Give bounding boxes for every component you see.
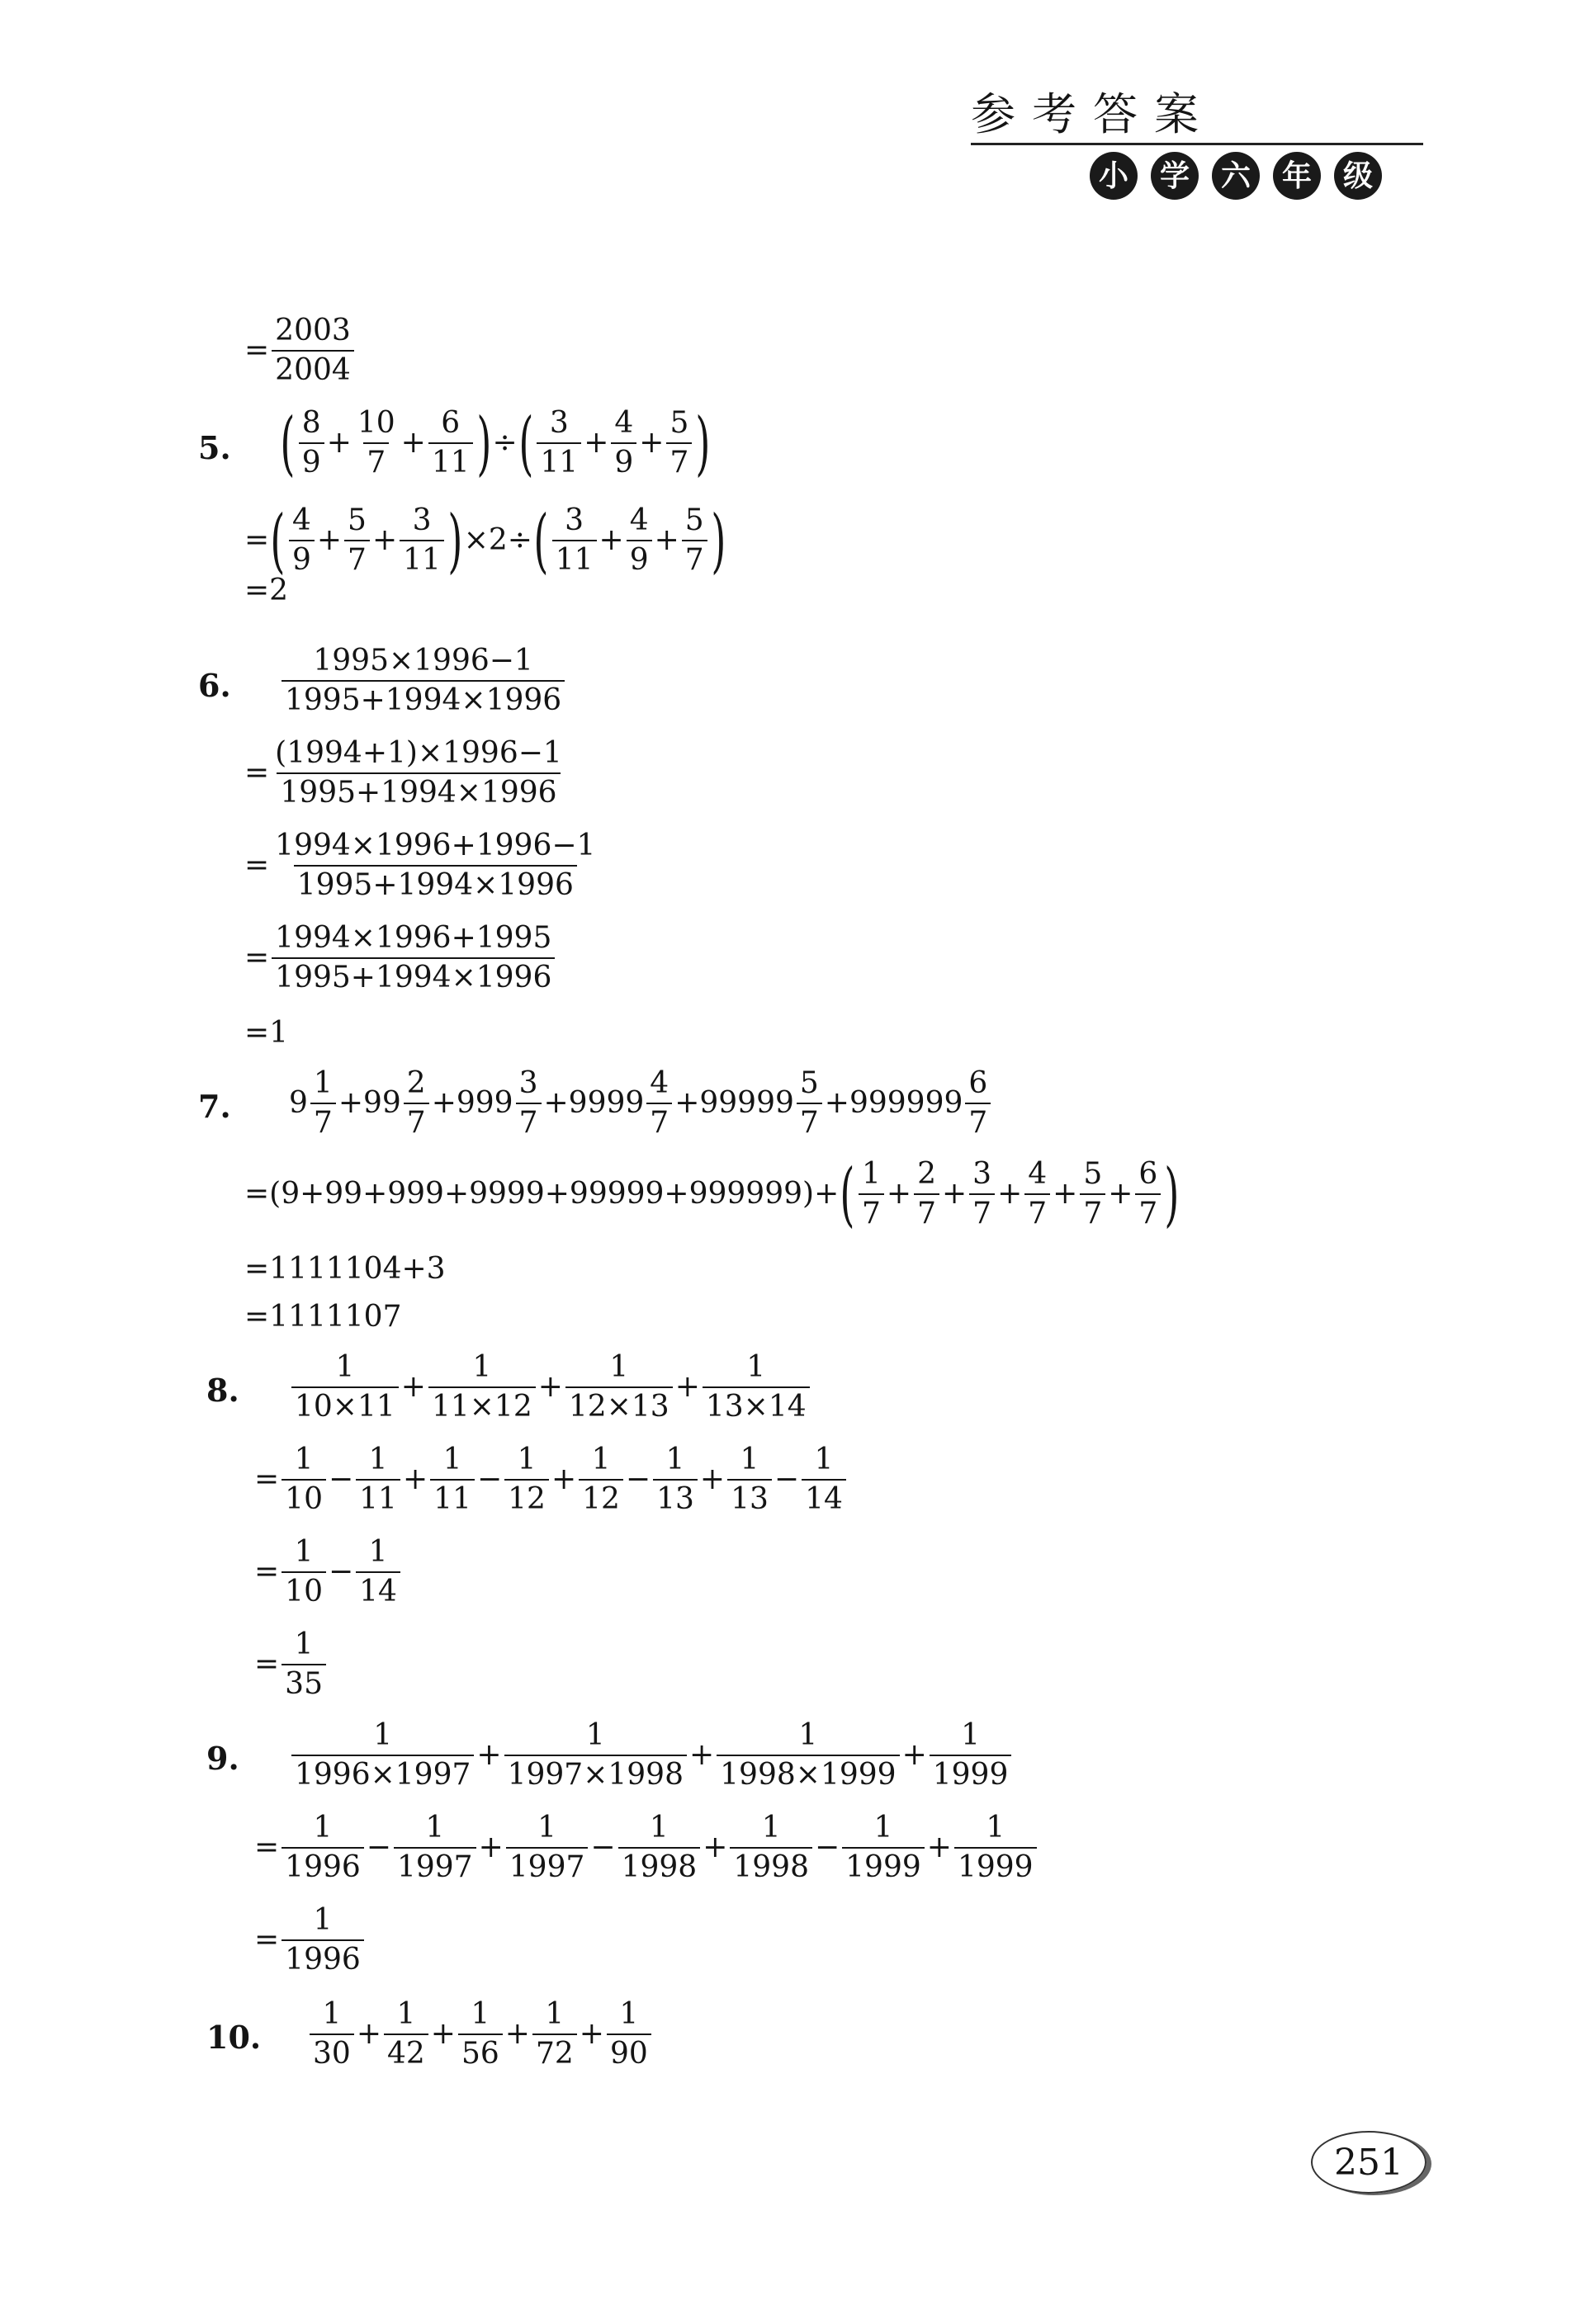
fraction (914, 1157, 939, 1230)
math-operator: − (366, 1830, 391, 1864)
math-operator: +99999 (674, 1086, 794, 1120)
math-operator: − (625, 1462, 651, 1496)
fraction (1024, 1157, 1050, 1230)
math-operator: ×2÷ (463, 523, 532, 557)
denominator: 56 (458, 2034, 503, 2069)
denominator: 42 (384, 2034, 428, 2069)
math-operator: ÷ (492, 426, 518, 460)
math-operator: + (639, 426, 665, 460)
numerator: 2003 (275, 314, 351, 347)
denominator: 9 (611, 442, 636, 478)
numerator: 1 (761, 1811, 781, 1845)
p5-line-2 (244, 495, 726, 586)
math-operator: + (579, 2017, 604, 2051)
fraction (272, 831, 599, 900)
math-operator: + (1108, 1177, 1133, 1211)
math-operator: = (244, 523, 270, 557)
math-operator: + (371, 523, 398, 557)
math-operator: − (328, 1555, 354, 1589)
numerator: 3 (565, 503, 584, 537)
fraction (730, 1813, 812, 1882)
numerator: 10 (357, 406, 395, 440)
problem-number: 10. (206, 2019, 262, 2056)
denominator: 12 (579, 1479, 623, 1514)
math-operator: ( (533, 500, 549, 581)
fraction (384, 1997, 428, 2071)
fraction (579, 1445, 623, 1514)
problem-number: 5. (198, 429, 231, 466)
math-operator: + (430, 2017, 456, 2051)
numerator: 1 (619, 1997, 639, 2031)
math-operator: − (476, 1462, 503, 1496)
numerator: 1994×1996+1996−1 (275, 829, 596, 862)
grade-char: 六 (1212, 152, 1260, 200)
numerator: 6 (441, 406, 461, 440)
p10-line-1 (307, 1989, 654, 2080)
numerator: 1 (396, 1997, 416, 2031)
math-operator: ( (280, 403, 296, 484)
numerator: 1 (665, 1443, 685, 1476)
numerator: 1 (294, 1443, 314, 1476)
math-operator: + (901, 1738, 927, 1772)
math-operator: ) (1164, 1154, 1180, 1235)
denominator: 7 (682, 540, 707, 575)
denominator: 7 (914, 1193, 939, 1229)
numerator: 1 (313, 1066, 333, 1100)
grade-char: 学 (1151, 152, 1199, 200)
math-operator: +999 (431, 1086, 513, 1120)
numerator: 1 (591, 1443, 611, 1476)
p7-line-1 (289, 1058, 993, 1149)
denominator: 13 (727, 1479, 772, 1514)
numerator: 1 (335, 1350, 355, 1384)
denominator: 11 (400, 540, 444, 575)
numerator: 5 (669, 406, 689, 440)
denominator: 7 (965, 1103, 991, 1138)
numerator: 1 (313, 1811, 333, 1845)
numerator: 1 (472, 1350, 492, 1384)
fraction (394, 1813, 476, 1882)
fraction (618, 1813, 701, 1882)
numerator: 1 (517, 1443, 537, 1476)
numerator: (1994+1)×1996−1 (275, 736, 562, 770)
fraction (430, 1445, 475, 1514)
fraction (282, 1813, 364, 1882)
math-operator: +9999 (543, 1086, 645, 1120)
fraction (646, 1066, 672, 1140)
fraction (504, 1718, 687, 1792)
fraction (282, 1903, 364, 1977)
fraction (506, 1813, 589, 1882)
numerator: 5 (348, 503, 367, 537)
p6-line-3 (244, 820, 601, 911)
math-operator: + (1053, 1177, 1078, 1211)
numerator: 3 (549, 406, 569, 440)
math-operator: = (244, 941, 270, 975)
fraction (310, 1997, 354, 2071)
numerator: 1 (471, 1997, 490, 2031)
denominator: 9 (299, 442, 324, 478)
numerator: 1 (537, 1811, 557, 1845)
fraction (291, 1350, 399, 1424)
denominator: 13×14 (703, 1386, 810, 1422)
p6-line-4 (244, 913, 557, 1004)
math-operator: = (254, 1555, 280, 1589)
denominator: 7 (404, 1103, 429, 1138)
fraction (930, 1718, 1012, 1792)
fraction (428, 406, 473, 479)
math-operator: + (476, 1738, 502, 1772)
numerator: 5 (684, 503, 704, 537)
denominator: 1995+1994×1996 (272, 957, 555, 993)
denominator: 1996 (282, 1847, 364, 1882)
math-operator: 9 (289, 1086, 308, 1120)
fraction (842, 1813, 925, 1882)
math-operator: + (674, 1370, 700, 1404)
p7-line-4: =1111107 (244, 1300, 402, 1334)
numerator: 1 (609, 1350, 629, 1384)
p5-line-3: =2 (244, 574, 289, 607)
fraction (797, 1066, 822, 1140)
math-operator: = (244, 333, 270, 367)
fraction (282, 1535, 326, 1608)
denominator: 7 (1024, 1193, 1050, 1229)
math-operator: + (537, 1370, 563, 1404)
fraction (682, 503, 707, 577)
problem-number: 9. (206, 1740, 239, 1777)
math-operator: ) (447, 500, 463, 581)
math-operator: + (400, 426, 426, 460)
numerator: 1 (442, 1443, 462, 1476)
math-operator: + (688, 1738, 715, 1772)
fraction (282, 1445, 326, 1514)
math-operator: + (478, 1830, 504, 1864)
header-rule (971, 143, 1423, 145)
p6-line-5: =1 (244, 1016, 289, 1050)
denominator: 11 (430, 1479, 475, 1514)
math-operator: − (814, 1830, 840, 1864)
math-operator: +99 (338, 1086, 401, 1120)
numerator: 6 (968, 1066, 988, 1100)
math-operator: + (402, 1462, 428, 1496)
denominator: 9 (289, 540, 315, 575)
fraction (428, 1350, 536, 1424)
fraction (532, 1997, 577, 2071)
numerator: 1 (425, 1811, 445, 1845)
denominator: 7 (344, 540, 370, 575)
denominator: 1998 (730, 1847, 812, 1882)
denominator: 1996×1997 (291, 1755, 474, 1790)
math-operator: + (316, 523, 343, 557)
math-operator: + (886, 1177, 912, 1211)
math-operator: = (254, 1462, 280, 1496)
fraction (272, 316, 354, 385)
numerator: 1 (961, 1718, 980, 1752)
denominator: 1997 (506, 1847, 589, 1882)
math-operator: + (356, 2017, 381, 2051)
math-operator: = (244, 848, 270, 882)
p9-line-3 (254, 1895, 367, 1986)
fraction (354, 406, 399, 479)
p8-line-3 (254, 1527, 403, 1618)
problem-number: 7. (198, 1088, 231, 1125)
math-operator: ) (711, 500, 726, 581)
numerator: 4 (650, 1066, 669, 1100)
numerator: 5 (1083, 1157, 1103, 1191)
numerator: 1 (798, 1718, 818, 1752)
numerator: 1 (986, 1811, 1005, 1845)
fraction (552, 503, 597, 577)
fraction (611, 406, 636, 479)
denominator: 7 (1080, 1193, 1105, 1229)
problem-number: 6. (198, 667, 231, 704)
denominator: 10×11 (291, 1386, 399, 1422)
math-operator: ( (518, 403, 534, 484)
denominator: 9 (627, 540, 652, 575)
math-operator: + (703, 1830, 728, 1864)
math-operator: = (254, 1923, 280, 1957)
denominator: 7 (363, 442, 389, 478)
numerator: 4 (1028, 1157, 1048, 1191)
grade-char: 小 (1090, 152, 1138, 200)
fraction (703, 1350, 810, 1424)
fraction (727, 1445, 772, 1514)
math-operator: − (590, 1830, 616, 1864)
numerator: 1 (649, 1811, 669, 1845)
denominator: 1997×1998 (504, 1755, 687, 1790)
numerator: 1 (814, 1443, 834, 1476)
fraction (282, 646, 565, 716)
numerator: 1994×1996+1995 (275, 921, 552, 955)
numerator: 8 (301, 406, 321, 440)
numerator: 1995×1996−1 (313, 644, 533, 678)
denominator: 12×13 (565, 1386, 673, 1422)
fraction (1135, 1157, 1161, 1230)
numerator: 1 (873, 1811, 893, 1845)
denominator: 1995+1994×1996 (282, 680, 565, 716)
p8-line-1 (289, 1342, 812, 1433)
p7-line-2 (244, 1149, 1180, 1240)
numerator: 1 (746, 1350, 766, 1384)
math-operator: = (244, 756, 270, 790)
numerator: 6 (1138, 1157, 1158, 1191)
fraction (310, 1066, 336, 1140)
math-operator: + (654, 523, 679, 557)
fraction (299, 406, 324, 479)
math-operator: + (926, 1830, 952, 1864)
math-operator: ( (840, 1154, 855, 1235)
grade-label (1090, 152, 1382, 200)
fraction (272, 923, 555, 993)
numerator: 1 (368, 1443, 388, 1476)
p8-line-4 (254, 1619, 329, 1710)
math-operator: + (400, 1370, 426, 1404)
numerator: 1 (585, 1718, 605, 1752)
grade-char: 级 (1334, 152, 1382, 200)
fraction (565, 1350, 673, 1424)
numerator: 1 (313, 1903, 333, 1937)
numerator: 1 (545, 1997, 565, 2031)
math-operator: = (254, 1830, 280, 1864)
math-operator: + (942, 1177, 968, 1211)
denominator: 7 (646, 1103, 672, 1138)
p5-line-1 (279, 398, 712, 489)
numerator: 1 (373, 1718, 393, 1752)
math-operator: − (774, 1462, 800, 1496)
numerator: 4 (291, 503, 311, 537)
fraction (537, 406, 581, 479)
math-operator: ( (270, 500, 286, 581)
problem-number: 8. (206, 1372, 239, 1409)
fraction (504, 1445, 549, 1514)
denominator: 1996 (282, 1939, 364, 1975)
numerator: 5 (799, 1066, 819, 1100)
fraction (627, 503, 652, 577)
denominator: 1995+1994×1996 (277, 772, 560, 808)
p9-line-1 (289, 1710, 1014, 1801)
math-operator: + (599, 523, 624, 557)
fraction (802, 1445, 846, 1514)
p7-line-3: =1111104+3 (244, 1252, 446, 1286)
p6-line-1 (279, 635, 567, 726)
denominator: 35 (282, 1664, 326, 1699)
numerator: 1 (368, 1535, 388, 1569)
denominator: 14 (802, 1479, 846, 1514)
numerator: 2 (406, 1066, 426, 1100)
running-header-title: 参考答案 (971, 88, 1215, 140)
denominator: 90 (607, 2034, 651, 2069)
math-operator: =(9+99+999+9999+99999+999999)+ (244, 1177, 840, 1211)
numerator: 1 (294, 1627, 314, 1661)
fraction (272, 736, 565, 810)
fraction (282, 1627, 326, 1701)
denominator: 11 (537, 442, 581, 478)
fraction (289, 503, 315, 577)
math-operator: − (328, 1462, 354, 1496)
denominator: 7 (797, 1103, 822, 1138)
fraction (954, 1813, 1037, 1882)
fraction (356, 1445, 400, 1514)
numerator: 2 (917, 1157, 936, 1191)
math-operator: + (584, 426, 609, 460)
fraction (717, 1718, 899, 1792)
fraction (969, 1157, 995, 1230)
math-operator: + (997, 1177, 1023, 1211)
numerator: 3 (518, 1066, 538, 1100)
denominator: 14 (356, 1571, 400, 1607)
denominator: 1997 (394, 1847, 476, 1882)
math-operator: +999999 (824, 1086, 963, 1120)
denominator: 1998 (618, 1847, 701, 1882)
fraction (400, 503, 444, 577)
numerator: 1 (322, 1997, 342, 2031)
denominator: 7 (516, 1103, 542, 1138)
numerator: 4 (629, 503, 649, 537)
fraction (607, 1997, 651, 2071)
denominator: 11×12 (428, 1386, 536, 1422)
fraction (965, 1066, 991, 1140)
grade-char: 年 (1273, 152, 1321, 200)
denominator: 12 (504, 1479, 549, 1514)
fraction (356, 1535, 400, 1608)
denominator: 11 (552, 540, 597, 575)
denominator: 10 (282, 1479, 326, 1514)
denominator: 11 (356, 1479, 400, 1514)
denominator: 1995+1994×1996 (294, 865, 577, 900)
fraction (291, 1718, 474, 1792)
denominator: 2004 (272, 350, 354, 385)
numerator: 4 (614, 406, 634, 440)
p4-result-line (244, 305, 357, 396)
math-operator: = (254, 1647, 280, 1681)
denominator: 7 (666, 442, 692, 478)
numerator: 3 (412, 503, 432, 537)
math-operator: + (326, 426, 352, 460)
denominator: 13 (653, 1479, 698, 1514)
denominator: 7 (969, 1193, 995, 1229)
denominator: 30 (310, 2034, 354, 2069)
denominator: 72 (532, 2034, 577, 2069)
numerator: 3 (972, 1157, 992, 1191)
fraction (344, 503, 370, 577)
denominator: 1999 (930, 1755, 1012, 1790)
denominator: 1999 (954, 1847, 1037, 1882)
denominator: 7 (859, 1193, 884, 1229)
denominator: 7 (310, 1103, 336, 1138)
numerator: 1 (740, 1443, 759, 1476)
fraction (516, 1066, 542, 1140)
math-operator: + (504, 2017, 530, 2051)
fraction (666, 406, 692, 479)
denominator: 1999 (842, 1847, 925, 1882)
math-operator: ) (476, 403, 492, 484)
numerator: 1 (862, 1157, 881, 1191)
denominator: 10 (282, 1571, 326, 1607)
fraction (859, 1157, 884, 1230)
denominator: 11 (428, 442, 473, 478)
p8-line-2 (254, 1434, 849, 1525)
math-operator: + (699, 1462, 726, 1496)
math-operator: ) (695, 403, 711, 484)
denominator: 7 (1135, 1193, 1161, 1229)
math-operator: + (551, 1462, 577, 1496)
p6-line-2 (244, 728, 568, 819)
fraction (1080, 1157, 1105, 1230)
fraction (458, 1997, 503, 2071)
denominator: 1998×1999 (717, 1755, 899, 1790)
page-number: 251 (1311, 2131, 1426, 2194)
numerator: 1 (294, 1535, 314, 1569)
p9-line-2 (254, 1802, 1039, 1893)
fraction (404, 1066, 429, 1140)
fraction (653, 1445, 698, 1514)
